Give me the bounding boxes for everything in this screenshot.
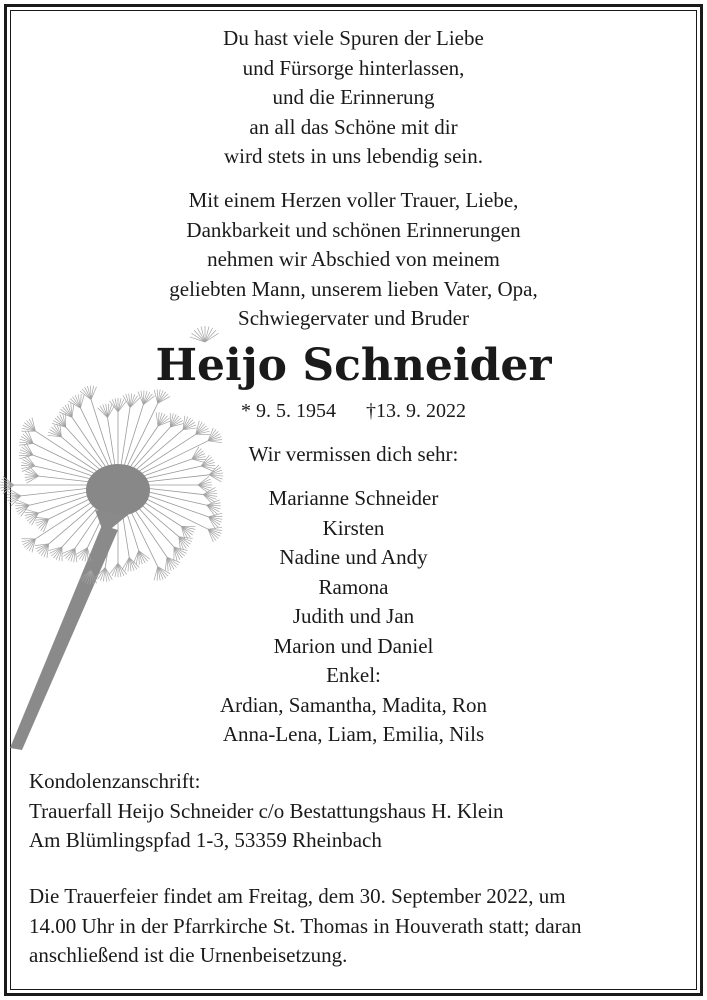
death-date: †13. 9. 2022 (366, 400, 466, 422)
condolence-address (29, 767, 689, 856)
miss-line: Wir vermissen dich sehr: (248, 442, 459, 466)
ceremony-line: anschließend ist die Urnenbeisetzung. (29, 943, 348, 967)
family-item: Kirsten (322, 515, 385, 540)
family-list (0, 484, 707, 750)
family-item: Judith und Jan (292, 604, 415, 628)
intro-line: nehmen wir Abschied von meinem (207, 247, 500, 271)
family-item: Enkel: (326, 663, 381, 687)
verse-line: und die Erinnerung (272, 85, 435, 109)
condolence-line: Trauerfall Heijo Schneider c/o Bestattungshaus H. Klein (29, 798, 504, 823)
intro-line: Schwiegervater und Bruder (238, 306, 469, 330)
family-item: Anna-Lena, Liam, Emilia, Nils (222, 722, 485, 746)
family-item: Nadine und Andy (279, 545, 428, 569)
ceremony-line: 14.00 Uhr in der Pfarrkirche St. Thomas in Houverath statt; daran (29, 913, 582, 938)
family-item: Ardian, Samantha, Madita, Ron (219, 692, 488, 717)
verse-line: und Fürsorge hinterlassen, (242, 55, 465, 80)
ceremony-notice (29, 882, 689, 971)
family-item: Marion und Daniel (273, 633, 434, 658)
miss-block (0, 440, 707, 470)
intro-line: Mit einem Herzen voller Trauer, Liebe, (188, 188, 519, 212)
intro-line: geliebten Mann, unserem lieben Vater, Opa, (169, 276, 538, 301)
family-item: Ramona (318, 574, 389, 599)
verse-line: Du hast viele Spuren der Liebe (223, 26, 484, 50)
deceased-name: Heijo Schneider (155, 340, 552, 391)
intro-line: Dankbarkeit und schönen Erinnerungen (186, 217, 521, 242)
ceremony-line: Die Trauerfeier findet am Freitag, dem 30. September 2022, um (29, 884, 566, 908)
condolence-line: Am Blümlingspfad 1-3, 53359 Rheinbach (29, 828, 382, 852)
verse-block (0, 24, 707, 172)
birth-date: * 9. 5. 1954 (241, 400, 336, 422)
verse-line: wird stets in uns lebendig sein. (224, 144, 483, 168)
intro-block (0, 186, 707, 334)
condolence-label: Kondolenzanschrift: (29, 769, 201, 793)
life-dates (0, 397, 707, 425)
family-item: Marianne Schneider (268, 486, 439, 510)
verse-line: an all das Schöne mit dir (249, 114, 458, 139)
